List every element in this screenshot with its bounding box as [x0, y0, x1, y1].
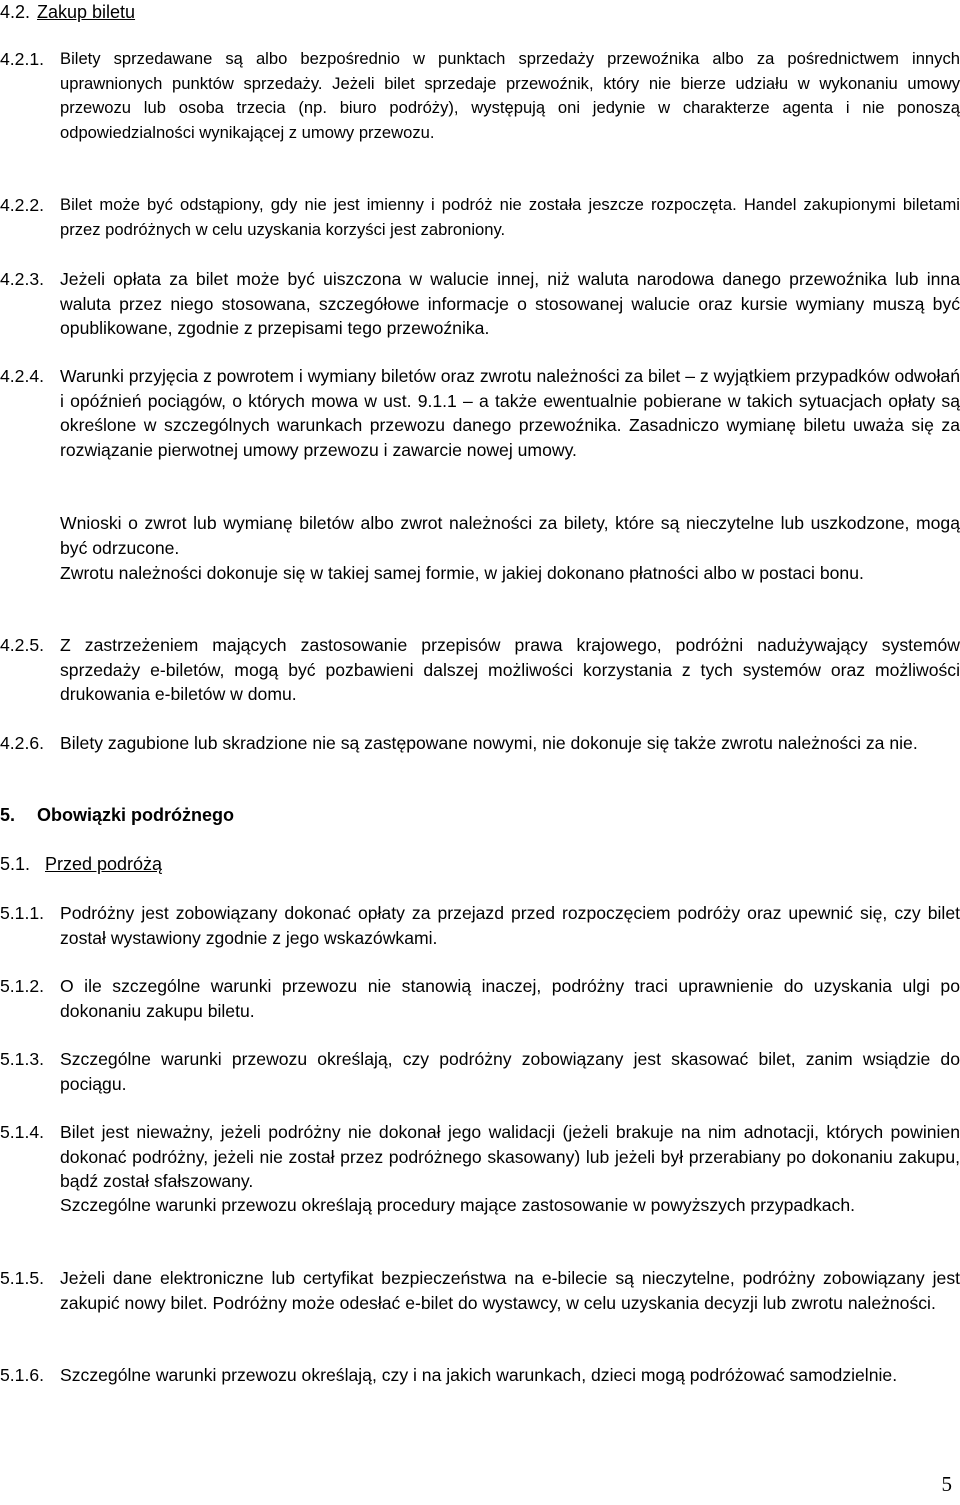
paragraph-refund-form: Zwrotu należności dokonuje się w takiej samej formie, w jakiej dokonano płatności albo w postaci bonu.: [60, 563, 864, 583]
clause-text: Szczególne warunki przewozu określają, czy podróżny zobowiązany jest skasować bilet, zanim wsiądzie do pociągu.: [60, 1049, 960, 1094]
section-5-heading: [0, 804, 234, 826]
heading-number: 5.: [0, 805, 16, 825]
clause-text: Bilet jest nieważny, jeżeli podróżny nie dokonał jego walidacji (jeżeli brakuje na nim adnotacji, których powinien dokonać podróżny, jeżeli nie został przez podróżnego skasowany) lub jeżeli był przerabiany po dokonaniu zakupu, bądź został sfałszowany.: [60, 1122, 960, 1191]
paragraph-procedures: Szczególne warunki przewozu określają procedury mające zastosowanie w powyższych przypadkach.: [60, 1195, 856, 1215]
clause-5-1-1: [0, 901, 960, 950]
paragraph-refund-requests: Wnioski o zwrot lub wymianę biletów albo zwrot należności za bilety, które są nieczytelne lub uszkodzone, mogą być odrzucone.: [60, 513, 960, 558]
clause-number: 4.2.6.: [0, 733, 45, 753]
heading-number: 4.2.: [0, 2, 31, 22]
clause-number: 4.2.3.: [0, 269, 45, 289]
clause-number: 4.2.4.: [0, 366, 45, 386]
clause-5-1-3: [0, 1047, 960, 1096]
clause-number: 5.1.2.: [0, 976, 45, 996]
section-5-1-heading: [0, 853, 162, 875]
clause-5-1-5: [0, 1266, 960, 1315]
clause-4-2-5: [0, 633, 960, 707]
clause-text: Podróżny jest zobowiązany dokonać opłaty za przejazd przed rozpoczęciem podróży oraz upewnić się, czy bilet został wystawiony zgodnie z jego wskazówkami.: [60, 903, 960, 948]
heading-title: Zakup biletu: [37, 2, 136, 22]
clause-text: Bilet może być odstąpiony, gdy nie jest imienny i podróż nie została jeszcze rozpoczęta. Handel zakupionymi biletami przez podróżnych w celu uzyskania korzyści jest zabroniony.: [60, 195, 960, 239]
clause-text: Bilety zagubione lub skradzione nie są zastępowane nowymi, nie dokonuje się także zwrotu należności za nie.: [60, 733, 918, 753]
clause-number: 5.1.1.: [0, 903, 45, 923]
clause-number: 5.1.5.: [0, 1268, 45, 1288]
clause-number: 5.1.3.: [0, 1049, 45, 1069]
clause-text: Jeżeli opłata za bilet może być uiszczona w walucie innej, niż waluta narodowa danego przewoźnika lub inna waluta przez niego stosowana, szczegółowe informacje o stosowanej walucie oraz kursie wymiany muszą być opublikowane, zgodnie z przepisami tego przewoźnika.: [60, 269, 960, 338]
clause-4-2-3: [0, 267, 960, 341]
clause-number: 4.2.1.: [0, 49, 45, 69]
page-number: 5: [941, 1472, 952, 1496]
clause-text: Bilety sprzedawane są albo bezpośrednio w punktach sprzedaży przewoźnika albo za pośrednictwem innych uprawnionych punktów sprzedaży. Jeżeli bilet sprzedaje przewoźnik, który nie bierze udziału w wykonaniu umowy przewozu lub osoba trzecia (np. biuro podróży), występują oni jedynie w charakterze agenta i nie ponoszą odpowiedzialności wynikającej z umowy przewozu.: [60, 49, 960, 142]
clause-4-2-1: [0, 47, 960, 145]
clause-text: O ile szczególne warunki przewozu nie stanowią inaczej, podróżny traci uprawnienie do uzyskania ulgi po dokonaniu zakupu biletu.: [60, 976, 960, 1021]
clause-4-2-4: [0, 364, 960, 462]
clause-5-1-2: [0, 974, 960, 1023]
heading-title: Obowiązki podróżnego: [37, 805, 234, 825]
clause-number: 5.1.4.: [0, 1122, 45, 1142]
section-4-2-heading: [0, 1, 135, 23]
clause-5-1-6: [0, 1363, 960, 1388]
clause-4-2-2: [0, 193, 960, 242]
clause-text: Szczególne warunki przewozu określają, czy i na jakich warunkach, dzieci mogą podróżować samodzielnie.: [60, 1365, 898, 1385]
clause-text: Warunki przyjęcia z powrotem i wymiany biletów oraz zwrotu należności za bilet – z wyjątkiem przypadków odwołań i opóźnień pociągów, o których mowa w ust. 9.1.1 – a także ewentualnie pobierane w takich sytuacjach opłaty są określone w szczególnych warunkach przewozu danego przewoźnika. Zasadniczo wymianę biletu uważa się za rozwiązanie pierwotnej umowy przewozu i zawarcie nowej umowy.: [60, 366, 960, 460]
heading-title: Przed podróżą: [45, 854, 163, 874]
clause-5-1-4: [0, 1120, 960, 1194]
clause-number: 5.1.6.: [0, 1365, 45, 1385]
clause-text: Z zastrzeżeniem mających zastosowanie przepisów prawa krajowego, podróżni nadużywający systemów sprzedaży e-biletów, mogą być pozbawieni dalszej możliwości korzystania z tych systemów oraz możliwości drukowania e-biletów w domu.: [60, 635, 960, 704]
heading-number: 5.1.: [0, 854, 31, 874]
clause-number: 4.2.5.: [0, 635, 45, 655]
clause-4-2-6: [0, 731, 960, 756]
clause-number: 4.2.2.: [0, 195, 45, 215]
clause-text: Jeżeli dane elektroniczne lub certyfikat bezpieczeństwa na e-bilecie są nieczytelne, podróżny zobowiązany jest zakupić nowy bilet. Podróżny może odesłać e-bilet do wystawcy, w celu uzyskania decyzji lub zwrotu należności.: [60, 1268, 960, 1313]
